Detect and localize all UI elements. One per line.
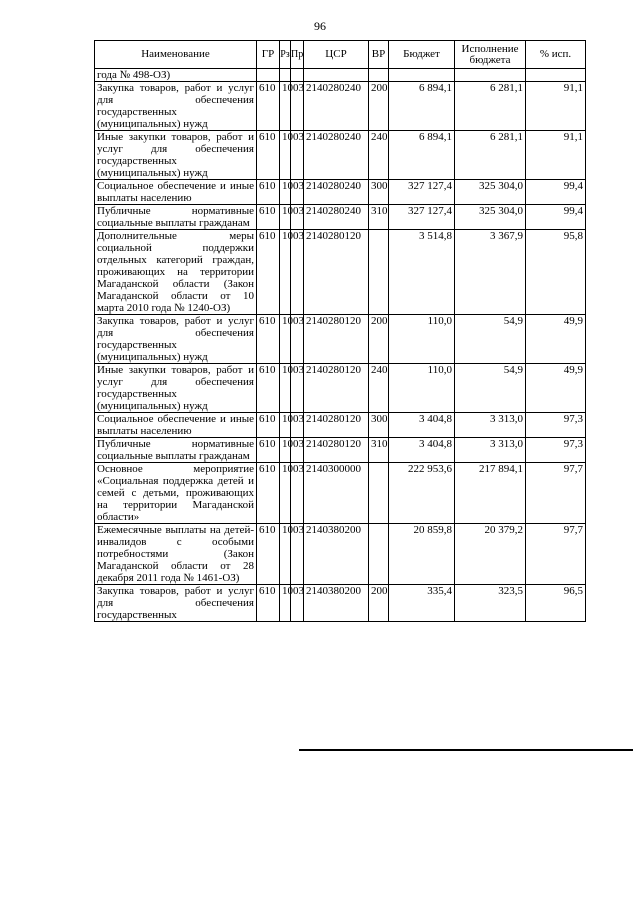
- row-name: Закупка товаров, работ и услуг для обеспечения государственных (муниципальных) нужд: [95, 315, 257, 364]
- table-row: [95, 524, 586, 585]
- budget-table: [94, 40, 586, 622]
- row-vr: 240: [369, 364, 389, 413]
- row-gr: 610: [257, 364, 280, 413]
- row-csr: 2140380200: [304, 524, 369, 585]
- row-execution: 3 313,0: [455, 438, 526, 463]
- table-row: [95, 585, 586, 622]
- row-csr: 2140280120: [304, 364, 369, 413]
- row-pr: 03: [291, 524, 304, 585]
- row-rz: 10: [280, 180, 291, 205]
- row-percent: 95,8: [526, 230, 586, 315]
- row-vr: 310: [369, 438, 389, 463]
- table-row: [95, 180, 586, 205]
- row-rz: 10: [280, 524, 291, 585]
- row-budget: 20 859,8: [389, 524, 455, 585]
- row-percent: 99,4: [526, 205, 586, 230]
- table-header: [95, 41, 586, 69]
- row-budget: 3 404,8: [389, 438, 455, 463]
- continuation-row: [95, 69, 586, 82]
- row-vr: 300: [369, 413, 389, 438]
- row-vr: 240: [369, 131, 389, 180]
- table-row: [95, 205, 586, 230]
- row-csr: 2140280120: [304, 315, 369, 364]
- row-vr: 200: [369, 82, 389, 131]
- row-name: Дополнительные меры социальной поддержки отдельных категорий граждан, проживающих на территории Магаданской области (Закон Магаданской области от 10 марта 2010 года № 1240-ОЗ): [95, 230, 257, 315]
- row-csr: 2140280240: [304, 180, 369, 205]
- row-pr: 03: [291, 131, 304, 180]
- row-csr: 2140300000: [304, 463, 369, 524]
- row-csr: 2140280240: [304, 205, 369, 230]
- row-vr: 300: [369, 180, 389, 205]
- row-vr: [369, 463, 389, 524]
- row-csr: 2140280240: [304, 82, 369, 131]
- row-execution: 3 313,0: [455, 413, 526, 438]
- row-name: Основное мероприятие «Социальная поддержка детей и семей с детьми, проживающих на территории Магаданской области»: [95, 463, 257, 524]
- row-csr: 2140380200: [304, 585, 369, 622]
- table-row: [95, 82, 586, 131]
- row-execution: 6 281,1: [455, 131, 526, 180]
- row-percent: 97,7: [526, 524, 586, 585]
- row-budget: 327 127,4: [389, 180, 455, 205]
- row-percent: 97,3: [526, 438, 586, 463]
- table-body: [95, 69, 586, 622]
- row-name: Иные закупки товаров, работ и услуг для обеспечения государственных (муниципальных) нужд: [95, 131, 257, 180]
- row-execution: 54,9: [455, 364, 526, 413]
- row-pr: 03: [291, 82, 304, 131]
- row-pr: 03: [291, 364, 304, 413]
- row-name: Публичные нормативные социальные выплаты гражданам: [95, 438, 257, 463]
- row-budget: 327 127,4: [389, 205, 455, 230]
- continuation-text: года № 498-ОЗ): [95, 69, 257, 82]
- header-percent: % исп.: [526, 41, 586, 69]
- row-csr: 2140280120: [304, 438, 369, 463]
- row-percent: 91,1: [526, 82, 586, 131]
- row-execution: 6 281,1: [455, 82, 526, 131]
- row-pr: 03: [291, 413, 304, 438]
- row-percent: 97,7: [526, 463, 586, 524]
- row-rz: 10: [280, 315, 291, 364]
- table-row: [95, 413, 586, 438]
- row-execution: 20 379,2: [455, 524, 526, 585]
- row-name: Закупка товаров, работ и услуг для обеспечения государственных: [95, 585, 257, 622]
- row-percent: 91,1: [526, 131, 586, 180]
- row-rz: 10: [280, 413, 291, 438]
- row-rz: 10: [280, 230, 291, 315]
- table-row: [95, 364, 586, 413]
- row-name: Ежемесячные выплаты на детей-инвалидов с особыми потребностями (Закон Магаданской области от 28 декабря 2011 года № 1461-ОЗ): [95, 524, 257, 585]
- row-execution: 3 367,9: [455, 230, 526, 315]
- table-row: [95, 463, 586, 524]
- row-name: Закупка товаров, работ и услуг для обеспечения государственных (муниципальных) нужд: [95, 82, 257, 131]
- row-rz: 10: [280, 438, 291, 463]
- header-pr: Пр: [291, 41, 304, 69]
- footer-rule: [299, 749, 633, 751]
- row-gr: 610: [257, 205, 280, 230]
- row-rz: 10: [280, 364, 291, 413]
- row-rz: 10: [280, 82, 291, 131]
- row-pr: 03: [291, 438, 304, 463]
- row-percent: 49,9: [526, 315, 586, 364]
- row-pr: 03: [291, 315, 304, 364]
- row-vr: [369, 230, 389, 315]
- row-execution: 217 894,1: [455, 463, 526, 524]
- page-number: 96: [314, 19, 326, 33]
- row-name: Социальное обеспечение и иные выплаты населению: [95, 180, 257, 205]
- header-vr: ВР: [369, 41, 389, 69]
- row-pr: 03: [291, 585, 304, 622]
- table-row: [95, 315, 586, 364]
- row-pr: 03: [291, 463, 304, 524]
- row-budget: 110,0: [389, 364, 455, 413]
- row-percent: 97,3: [526, 413, 586, 438]
- row-percent: 96,5: [526, 585, 586, 622]
- header-budget: Бюджет: [389, 41, 455, 69]
- row-gr: 610: [257, 463, 280, 524]
- row-vr: 200: [369, 315, 389, 364]
- row-gr: 610: [257, 585, 280, 622]
- row-name: Публичные нормативные социальные выплаты гражданам: [95, 205, 257, 230]
- row-vr: [369, 524, 389, 585]
- row-gr: 610: [257, 438, 280, 463]
- row-gr: 610: [257, 315, 280, 364]
- header-execution: Исполнение бюджета: [455, 41, 526, 69]
- row-gr: 610: [257, 180, 280, 205]
- row-budget: 6 894,1: [389, 131, 455, 180]
- row-pr: 03: [291, 180, 304, 205]
- row-execution: 54,9: [455, 315, 526, 364]
- row-rz: 10: [280, 585, 291, 622]
- row-execution: 325 304,0: [455, 180, 526, 205]
- row-budget: 335,4: [389, 585, 455, 622]
- row-pr: 03: [291, 205, 304, 230]
- row-gr: 610: [257, 413, 280, 438]
- row-budget: 3 514,8: [389, 230, 455, 315]
- row-pr: 03: [291, 230, 304, 315]
- row-rz: 10: [280, 205, 291, 230]
- row-execution: 323,5: [455, 585, 526, 622]
- row-rz: 10: [280, 463, 291, 524]
- row-budget: 3 404,8: [389, 413, 455, 438]
- row-budget: 222 953,6: [389, 463, 455, 524]
- header-csr: ЦСР: [304, 41, 369, 69]
- row-gr: 610: [257, 524, 280, 585]
- row-budget: 6 894,1: [389, 82, 455, 131]
- table-row: [95, 438, 586, 463]
- row-csr: 2140280120: [304, 413, 369, 438]
- row-csr: 2140280240: [304, 131, 369, 180]
- header-rz: Рз: [280, 41, 291, 69]
- header-gr: ГР: [257, 41, 280, 69]
- row-vr: 200: [369, 585, 389, 622]
- row-gr: 610: [257, 82, 280, 131]
- row-percent: 49,9: [526, 364, 586, 413]
- header-name: Наименование: [95, 41, 257, 69]
- row-csr: 2140280120: [304, 230, 369, 315]
- row-gr: 610: [257, 230, 280, 315]
- row-name: Иные закупки товаров, работ и услуг для обеспечения государственных (муниципальных) нужд: [95, 364, 257, 413]
- table-row: [95, 230, 586, 315]
- table-row: [95, 131, 586, 180]
- row-gr: 610: [257, 131, 280, 180]
- row-name: Социальное обеспечение и иные выплаты населению: [95, 413, 257, 438]
- row-execution: 325 304,0: [455, 205, 526, 230]
- row-rz: 10: [280, 131, 291, 180]
- row-percent: 99,4: [526, 180, 586, 205]
- row-vr: 310: [369, 205, 389, 230]
- row-budget: 110,0: [389, 315, 455, 364]
